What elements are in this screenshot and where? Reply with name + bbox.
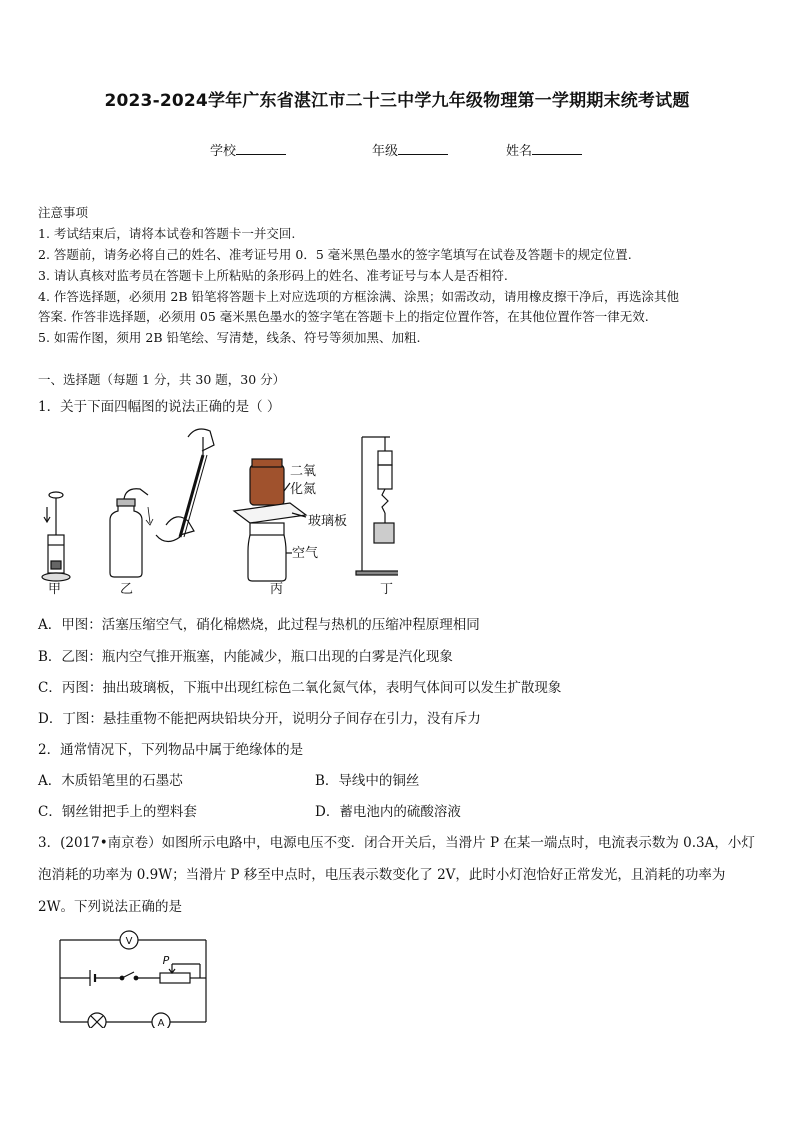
notice-item: 3. 请认真核对监考员在答题卡上所粘贴的条形码上的姓名、准考证号与本人是否相符.	[38, 268, 508, 283]
school-label: 学校	[210, 144, 237, 159]
q2-option-c: C．钢丝钳把手上的塑料套	[38, 804, 197, 820]
school-blank	[236, 142, 286, 155]
notice-item: 2. 答题前，请务必将自己的姓名、准考证号用 0．5 毫米黑色墨水的签字笔填写在试卷及答题卡的规定位置.	[38, 247, 632, 262]
ammeter-label: A	[157, 1018, 165, 1028]
school-field	[210, 140, 286, 159]
name-blank	[532, 142, 582, 155]
fig-label-no2-line1: 二氧	[290, 464, 317, 479]
name-field	[506, 140, 582, 159]
fig-label-no2-line2: 化氮	[290, 482, 317, 497]
notice-item: 1. 考试结束后，请将本试卷和答题卡一并交回.	[38, 226, 296, 241]
q1-option-a: A．甲图：活塞压缩空气，硝化棉燃烧，此过程与热机的压缩冲程原理相同	[38, 617, 480, 633]
fig-label-bing: 丙	[270, 582, 284, 597]
syringe-apparatus	[42, 492, 70, 581]
notice-heading: 注意事项	[38, 205, 89, 220]
q1-stem: 1．关于下面四幅图的说法正确的是（ ）	[38, 399, 281, 415]
q3-stem-line: 泡消耗的功率为 0.9W；当滑片 P 移至中点时，电压表示数变化了 2V，此时小灯泡恰好正常发光，且消耗的功率为	[38, 867, 726, 883]
exam-title: 2023-2024学年广东省湛江市二十三中学九年级物理第一学期期末统考试题	[104, 91, 690, 111]
q2-option-d: D．蓄电池内的硫酸溶液	[315, 804, 461, 820]
notice-item: 答案. 作答非选择题，必须用 05 毫米黑色墨水的签字笔在答题卡上的指定位置作答，在其他位置作答一律无效.	[38, 309, 649, 324]
lead-blocks-apparatus	[356, 435, 398, 575]
voltmeter-label: V	[125, 936, 133, 947]
q1-option-b: B．乙图：瓶内空气推开瓶塞，内能减少，瓶口出现的白雾是汽化现象	[38, 649, 453, 665]
fig-label-glass-plate: 玻璃板	[308, 514, 348, 529]
grade-label: 年级	[372, 144, 399, 159]
q3-circuit-diagram	[54, 928, 214, 1028]
bottle-pump-apparatus	[110, 429, 214, 577]
switch-blade	[122, 972, 134, 978]
fig-label-ding: 丁	[380, 582, 394, 597]
q2-stem: 2．通常情况下，下列物品中属于绝缘体的是	[38, 742, 304, 758]
notice-item: 4. 作答选择题，必须用 2B 铅笔将答题卡上对应选项的方框涂满、涂黑；如需改动，请用橡皮擦干净后，再选涂其他	[38, 289, 679, 304]
q1-option-d: D．丁图：悬挂重物不能把两块铅块分开，说明分子间存在引力，没有斥力	[38, 711, 481, 727]
q2-option-b: B．导线中的铜丝	[315, 773, 420, 789]
q3-stem-line: 2W。下列说法正确的是	[38, 899, 182, 915]
q1-figure	[38, 425, 398, 600]
grade-field	[372, 140, 448, 159]
section-heading: 一、选择题（每题 1 分，共 30 题，30 分）	[38, 372, 286, 387]
fig-label-yi: 乙	[120, 582, 134, 597]
q2-option-a: A．木质铅笔里的石墨芯	[38, 773, 183, 789]
slider-label: P	[162, 954, 170, 967]
lamp-symbol	[88, 1013, 106, 1028]
fig-label-air: 空气	[292, 546, 319, 561]
q3-stem-line: 3．(2017•南京卷）如图所示电路中，电源电压不变．闭合开关后，当滑片 P 在某一端点时，电流表示数为 0.3A，小灯	[38, 835, 755, 851]
notice-item: 5. 如需作图，须用 2B 铅笔绘、写清楚，线条、符号等须加黑、加粗.	[38, 330, 421, 345]
rheostat-body	[160, 973, 190, 983]
grade-blank	[398, 142, 448, 155]
name-label: 姓名	[506, 144, 533, 159]
fig-label-jia: 甲	[48, 582, 62, 597]
q1-option-c: C．丙图：抽出玻璃板，下瓶中出现红棕色二氧化氮气体，表明气体间可以发生扩散现象	[38, 680, 562, 696]
